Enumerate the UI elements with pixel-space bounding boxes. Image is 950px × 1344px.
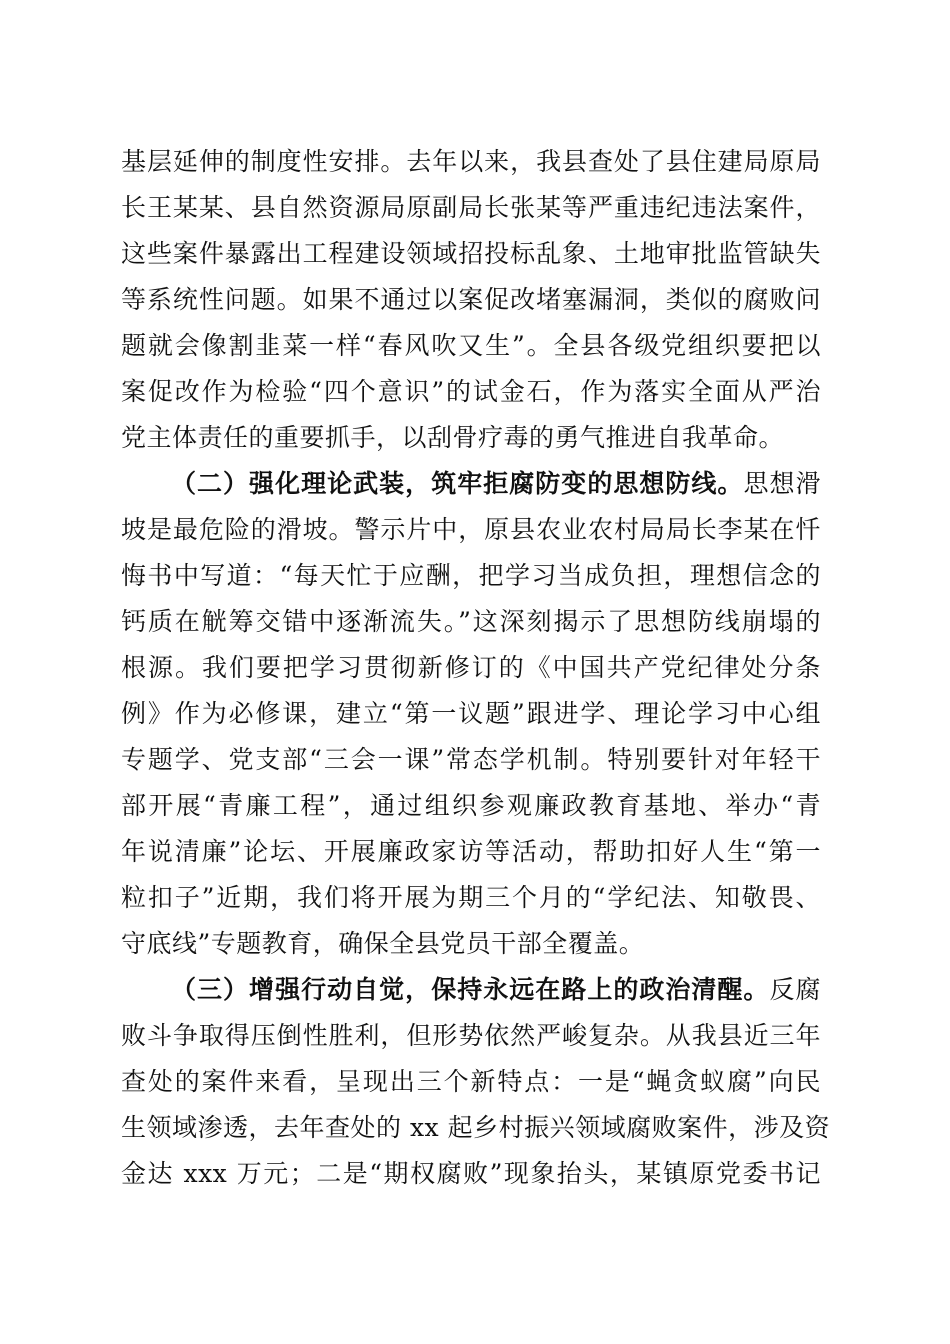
text-line: 长王某某、县自然资源局原副局长张某等严重违纪违法案件， (121, 193, 821, 222)
text-line: 坡是最危险的滑坡。警示片中，原县农业农村局局长李某在忏 (121, 515, 821, 544)
text-line: 案促改作为检验“四个意识”的试金石，作为落实全面从严治 (121, 377, 821, 406)
paragraph-3-first-line (121, 967, 821, 1013)
text-line: 查处的案件来看，呈现出三个新特点：一是“蝇贪蚁腐”向民 (121, 1067, 821, 1096)
paragraph-2-first-line (121, 461, 821, 507)
text-line: 专题学、党支部“三会一课”常态学机制。特别要针对年轻干 (121, 745, 821, 774)
text-line: 这些案件暴露出工程建设领域招投标乱象、土地审批监管缺失 (121, 239, 821, 268)
text-line: 守底线”专题教育，确保全县党员干部全覆盖。 (121, 929, 645, 958)
text-fragment: 思想滑 (743, 469, 821, 498)
section-heading: （二）强化理论武装，筑牢拒腐防变的思想防线。 (171, 469, 744, 498)
text-line: 根源。我们要把学习贯彻新修订的《中国共产党纪律处分条 (121, 653, 821, 682)
text-line: 年说清廉”论坛、开展廉政家访等活动，帮助扣好人生“第一 (121, 837, 821, 866)
paragraph-2 (121, 461, 821, 967)
text-line: 金达 xxx 万元；二是“期权腐败”现象抬头，某镇原党委书记 (121, 1159, 821, 1188)
text-line: 部开展“青廉工程”，通过组织参观廉政教育基地、举办“青 (121, 791, 821, 820)
document-page (121, 139, 831, 1197)
text-line: 等系统性问题。如果不通过以案促改堵塞漏洞，类似的腐败问 (121, 285, 821, 314)
section-heading: （三）增强行动自觉，保持永远在路上的政治清醒。 (171, 975, 770, 1004)
text-line: 生领域渗透，去年查处的 xx 起乡村振兴领域腐败案件，涉及资 (121, 1113, 831, 1142)
text-line: 例》作为必修课，建立“第一议题”跟进学、理论学习中心组 (121, 699, 821, 728)
text-line: 钙质在觥筹交错中逐渐流失。”这深刻揭示了思想防线崩塌的 (121, 607, 821, 636)
text-line: 悔书中写道：“每天忙于应酬，把学习当成负担，理想信念的 (121, 561, 821, 590)
text-line: 粒扣子”近期，我们将开展为期三个月的“学纪法、知敬畏、 (121, 883, 821, 912)
text-line: 基层延伸的制度性安排。去年以来，我县查处了县住建局原局 (121, 147, 821, 176)
text-line: 败斗争取得压倒性胜利，但形势依然严峻复杂。从我县近三年 (121, 1021, 821, 1050)
text-line: 党主体责任的重要抓手，以刮骨疗毒的勇气推进自我革命。 (121, 423, 785, 452)
paragraph-1 (121, 139, 821, 461)
paragraph-3 (121, 967, 831, 1197)
text-line: 题就会像割韭菜一样“春风吹又生”。全县各级党组织要把以 (121, 331, 821, 360)
text-fragment: 反腐 (769, 975, 821, 1004)
